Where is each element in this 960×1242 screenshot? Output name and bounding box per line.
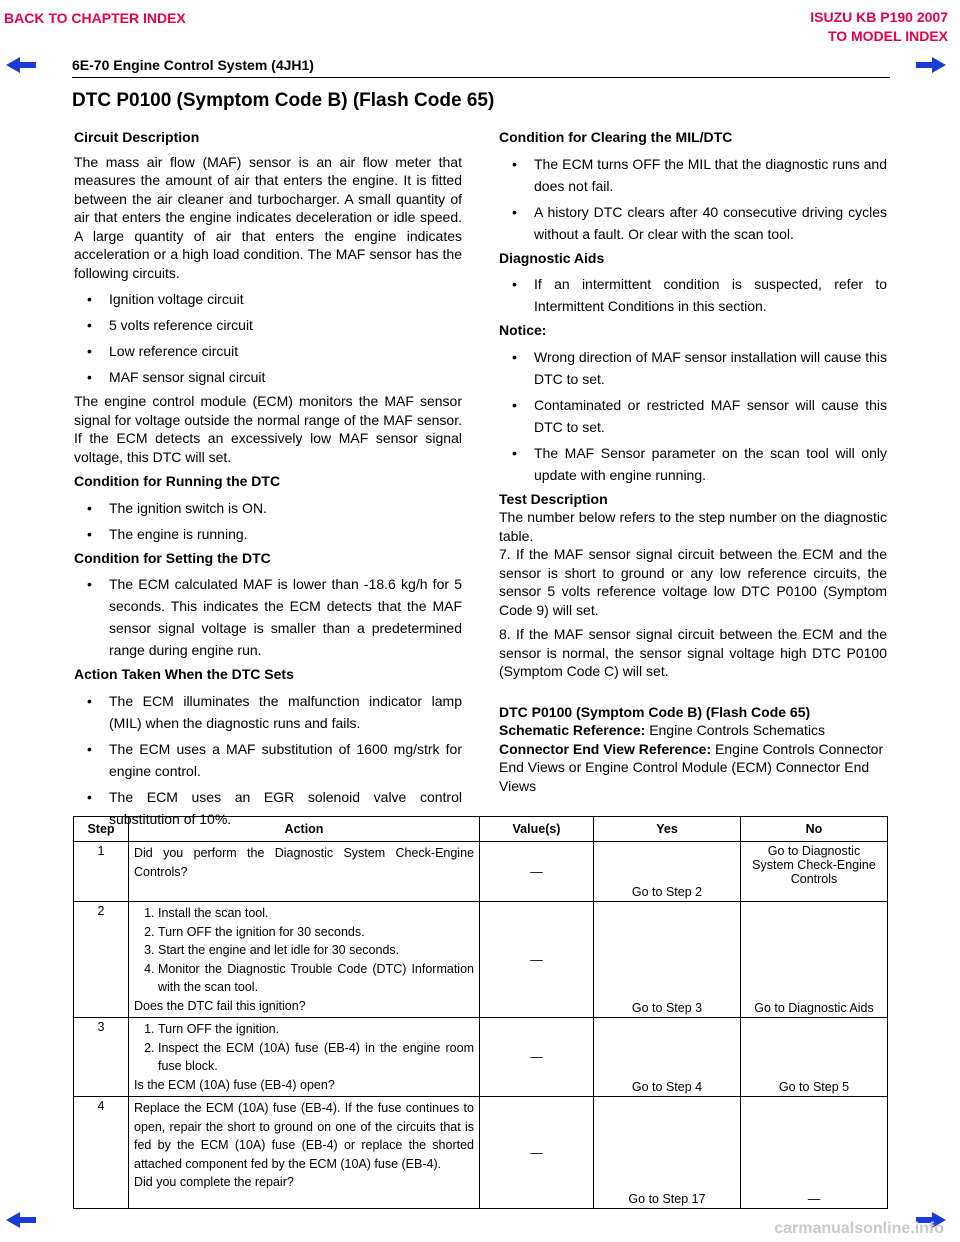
yes-cell[interactable]: Go to Step 17 — [594, 1097, 741, 1209]
header-rule — [72, 77, 890, 78]
header-action: Action — [129, 817, 480, 842]
circuit-list — [74, 288, 462, 388]
action-cell — [129, 1097, 480, 1209]
list-item: • The ignition switch is ON. — [74, 497, 462, 519]
no-cell[interactable]: Go to Step 5 — [741, 1018, 888, 1097]
table-row — [74, 902, 888, 1018]
setting-list — [74, 573, 462, 661]
step-number: 3 — [74, 1018, 129, 1097]
action-steps — [134, 904, 474, 997]
next-page-arrow-icon[interactable] — [916, 57, 946, 73]
yes-cell[interactable]: Go to Step 4 — [594, 1018, 741, 1097]
list-item: • A history DTC clears after 40 consecutive driving cycles without a fault. Or clear with the scan tool. — [499, 201, 887, 245]
value-cell: — — [480, 1097, 594, 1209]
monitor-text: The engine control module (ECM) monitors the MAF sensor signal for voltage outside the normal range of the MAF sensor. If the ECM detects an excessively low MAF sensor signal voltage, this DTC will set. — [74, 393, 462, 465]
clearing-heading: Condition for Clearing the MIL/DTC — [499, 129, 733, 145]
clearing-list — [499, 153, 887, 245]
list-item: • Contaminated or restricted MAF sensor will cause this DTC to set. — [499, 394, 887, 438]
action-cell — [129, 1018, 480, 1097]
step-number: 4 — [74, 1097, 129, 1209]
table-row — [74, 1018, 888, 1097]
model-title-link[interactable]: ISUZU KB P190 2007 — [810, 9, 948, 25]
action-text: Replace the ECM (10A) fuse (EB-4). If the fuse continues to open, repair the short to ground on one of the circuits that is fed by the ECM (10A) fuse (EB-4) or replace the shorted attached component fed by the ECM (10A) fuse (EB-4). — [134, 1101, 474, 1171]
no-cell[interactable]: Go to Diagnostic System Check-Engine Controls — [741, 842, 888, 902]
circuit-description-text: The mass air flow (MAF) sensor is an air flow meter that measures the amount of air that enters the engine. It is fitted between the air cleaner and turbocharger. A small quantity of air that enters the engine indicates deceleration or idle speed. A large quantity of air that enters the engine indicates acceleration or a high load condition. The MAF sensor has the following circuits. — [74, 153, 462, 281]
list-item: • The MAF Sensor parameter on the scan tool will only update with engine running. — [499, 442, 887, 486]
test-step-8: 8. If the MAF sensor signal circuit between the ECM and the sensor is normal, the sensor signal voltage high DTC P0100 (Symptom Code C) will set. — [499, 626, 887, 679]
connector-reference — [499, 740, 887, 796]
list-item: • The ECM illuminates the malfunction indicator lamp (MIL) when the diagnostic runs and fails. — [74, 690, 462, 734]
action-step: 1. Turn OFF the ignition. — [158, 1020, 474, 1039]
connector-label: Connector End View Reference: — [499, 740, 712, 757]
diagnostic-table — [73, 816, 888, 1209]
watermark: carmanualsonline.info — [774, 1220, 944, 1237]
step-number: 2 — [74, 902, 129, 1018]
schematic-label: Schematic Reference: — [499, 722, 646, 738]
header-yes: Yes — [594, 817, 741, 842]
schematic-reference — [499, 721, 887, 740]
no-cell[interactable]: Go to Diagnostic Aids — [741, 902, 888, 1018]
action-heading: Action Taken When the DTC Sets — [74, 666, 294, 682]
yes-cell[interactable]: Go to Step 2 — [594, 842, 741, 902]
action-step: 2. Inspect the ECM (10A) fuse (EB-4) in the engine room fuse block. — [158, 1039, 474, 1076]
notice-list — [499, 346, 887, 486]
header-step: Step — [74, 817, 129, 842]
header-values: Value(s) — [480, 817, 594, 842]
prev-page-arrow-bottom-icon[interactable] — [6, 1212, 36, 1228]
list-item: • Low reference circuit — [74, 340, 462, 362]
action-question: Is the ECM (10A) fuse (EB-4) open? — [134, 1077, 335, 1092]
right-column — [499, 128, 887, 795]
action-steps — [134, 1020, 474, 1076]
action-cell — [129, 842, 480, 902]
list-item: • The ECM calculated MAF is lower than -18.6 kg/h for 5 seconds. This indicates the ECM detects that the MAF sensor signal voltage is smaller than a predetermined range during engine run. — [74, 573, 462, 661]
list-item: • 5 volts reference circuit — [74, 314, 462, 336]
schematic-value[interactable]: Engine Controls Schematics — [649, 722, 826, 738]
action-step: 2. Turn OFF the ignition for 30 seconds. — [158, 923, 474, 942]
action-cell — [129, 902, 480, 1018]
aids-list — [499, 273, 887, 317]
back-to-chapter-index-link[interactable]: BACK TO CHAPTER INDEX — [4, 10, 186, 26]
action-step: 1. Install the scan tool. — [158, 904, 474, 923]
list-item: • If an intermittent condition is suspected, refer to Intermittent Conditions in this section. — [499, 273, 887, 317]
action-list — [74, 690, 462, 830]
running-list — [74, 497, 462, 545]
value-cell: — — [480, 842, 594, 902]
list-item: • Wrong direction of MAF sensor installation will cause this DTC to set. — [499, 346, 887, 390]
page-header: 6E-70 Engine Control System (4JH1) — [72, 57, 314, 73]
header-no: No — [741, 817, 888, 842]
list-item: • The ECM turns OFF the MIL that the diagnostic runs and does not fail. — [499, 153, 887, 197]
table-row — [74, 842, 888, 902]
test-description-heading: Test Description — [499, 490, 608, 507]
test-step-7: 7. If the MAF sensor signal circuit between the ECM and the sensor is short to ground or any low reference circuits, the sensor 5 volts reference voltage low DTC P0100 (Symptom Code 9) will set. — [499, 546, 887, 618]
action-question: Did you complete the repair? — [134, 1175, 294, 1189]
diagnostic-aids-heading: Diagnostic Aids — [499, 249, 605, 266]
yes-cell[interactable]: Go to Step 3 — [594, 902, 741, 1018]
to-model-index-link[interactable]: TO MODEL INDEX — [827, 28, 948, 44]
no-cell: — — [741, 1097, 888, 1209]
list-item: • The engine is running. — [74, 523, 462, 545]
list-item: • MAF sensor signal circuit — [74, 366, 462, 388]
value-cell: — — [480, 902, 594, 1018]
left-column — [74, 128, 462, 834]
notice-heading: Notice: — [499, 322, 547, 338]
table-header-row — [74, 817, 888, 842]
setting-heading: Condition for Setting the DTC — [74, 549, 271, 566]
list-item: • The ECM uses a MAF substitution of 1600 mg/strk for engine control. — [74, 738, 462, 782]
circuit-description-heading: Circuit Description — [74, 129, 200, 145]
running-heading: Condition for Running the DTC — [74, 473, 281, 489]
action-question: Did you perform the Diagnostic System Check-Engine Controls? — [134, 846, 474, 879]
list-item: • Ignition voltage circuit — [74, 288, 462, 310]
value-cell: — — [480, 1018, 594, 1097]
action-question: Does the DTC fail this ignition? — [134, 998, 306, 1013]
page-title: DTC P0100 (Symptom Code B) (Flash Code 65) — [72, 90, 495, 111]
table-row — [74, 1097, 888, 1209]
step-number: 1 — [74, 842, 129, 902]
connector-value[interactable]: Engine Controls Connector End Views or Engine Control Module (ECM) Connector End Views — [499, 740, 884, 794]
reference-title: DTC P0100 (Symptom Code B) (Flash Code 65) — [499, 703, 811, 720]
action-step: 4. Monitor the Diagnostic Trouble Code (DTC) Information with the scan tool. — [158, 960, 474, 997]
action-step: 3. Start the engine and let idle for 30 seconds. — [158, 941, 474, 960]
prev-page-arrow-icon[interactable] — [6, 57, 36, 73]
list-item: • The ECM uses an EGR solenoid valve control substitution of 10%. — [74, 786, 462, 830]
test-description-text: The number below refers to the step number on the diagnostic table. — [499, 509, 887, 544]
